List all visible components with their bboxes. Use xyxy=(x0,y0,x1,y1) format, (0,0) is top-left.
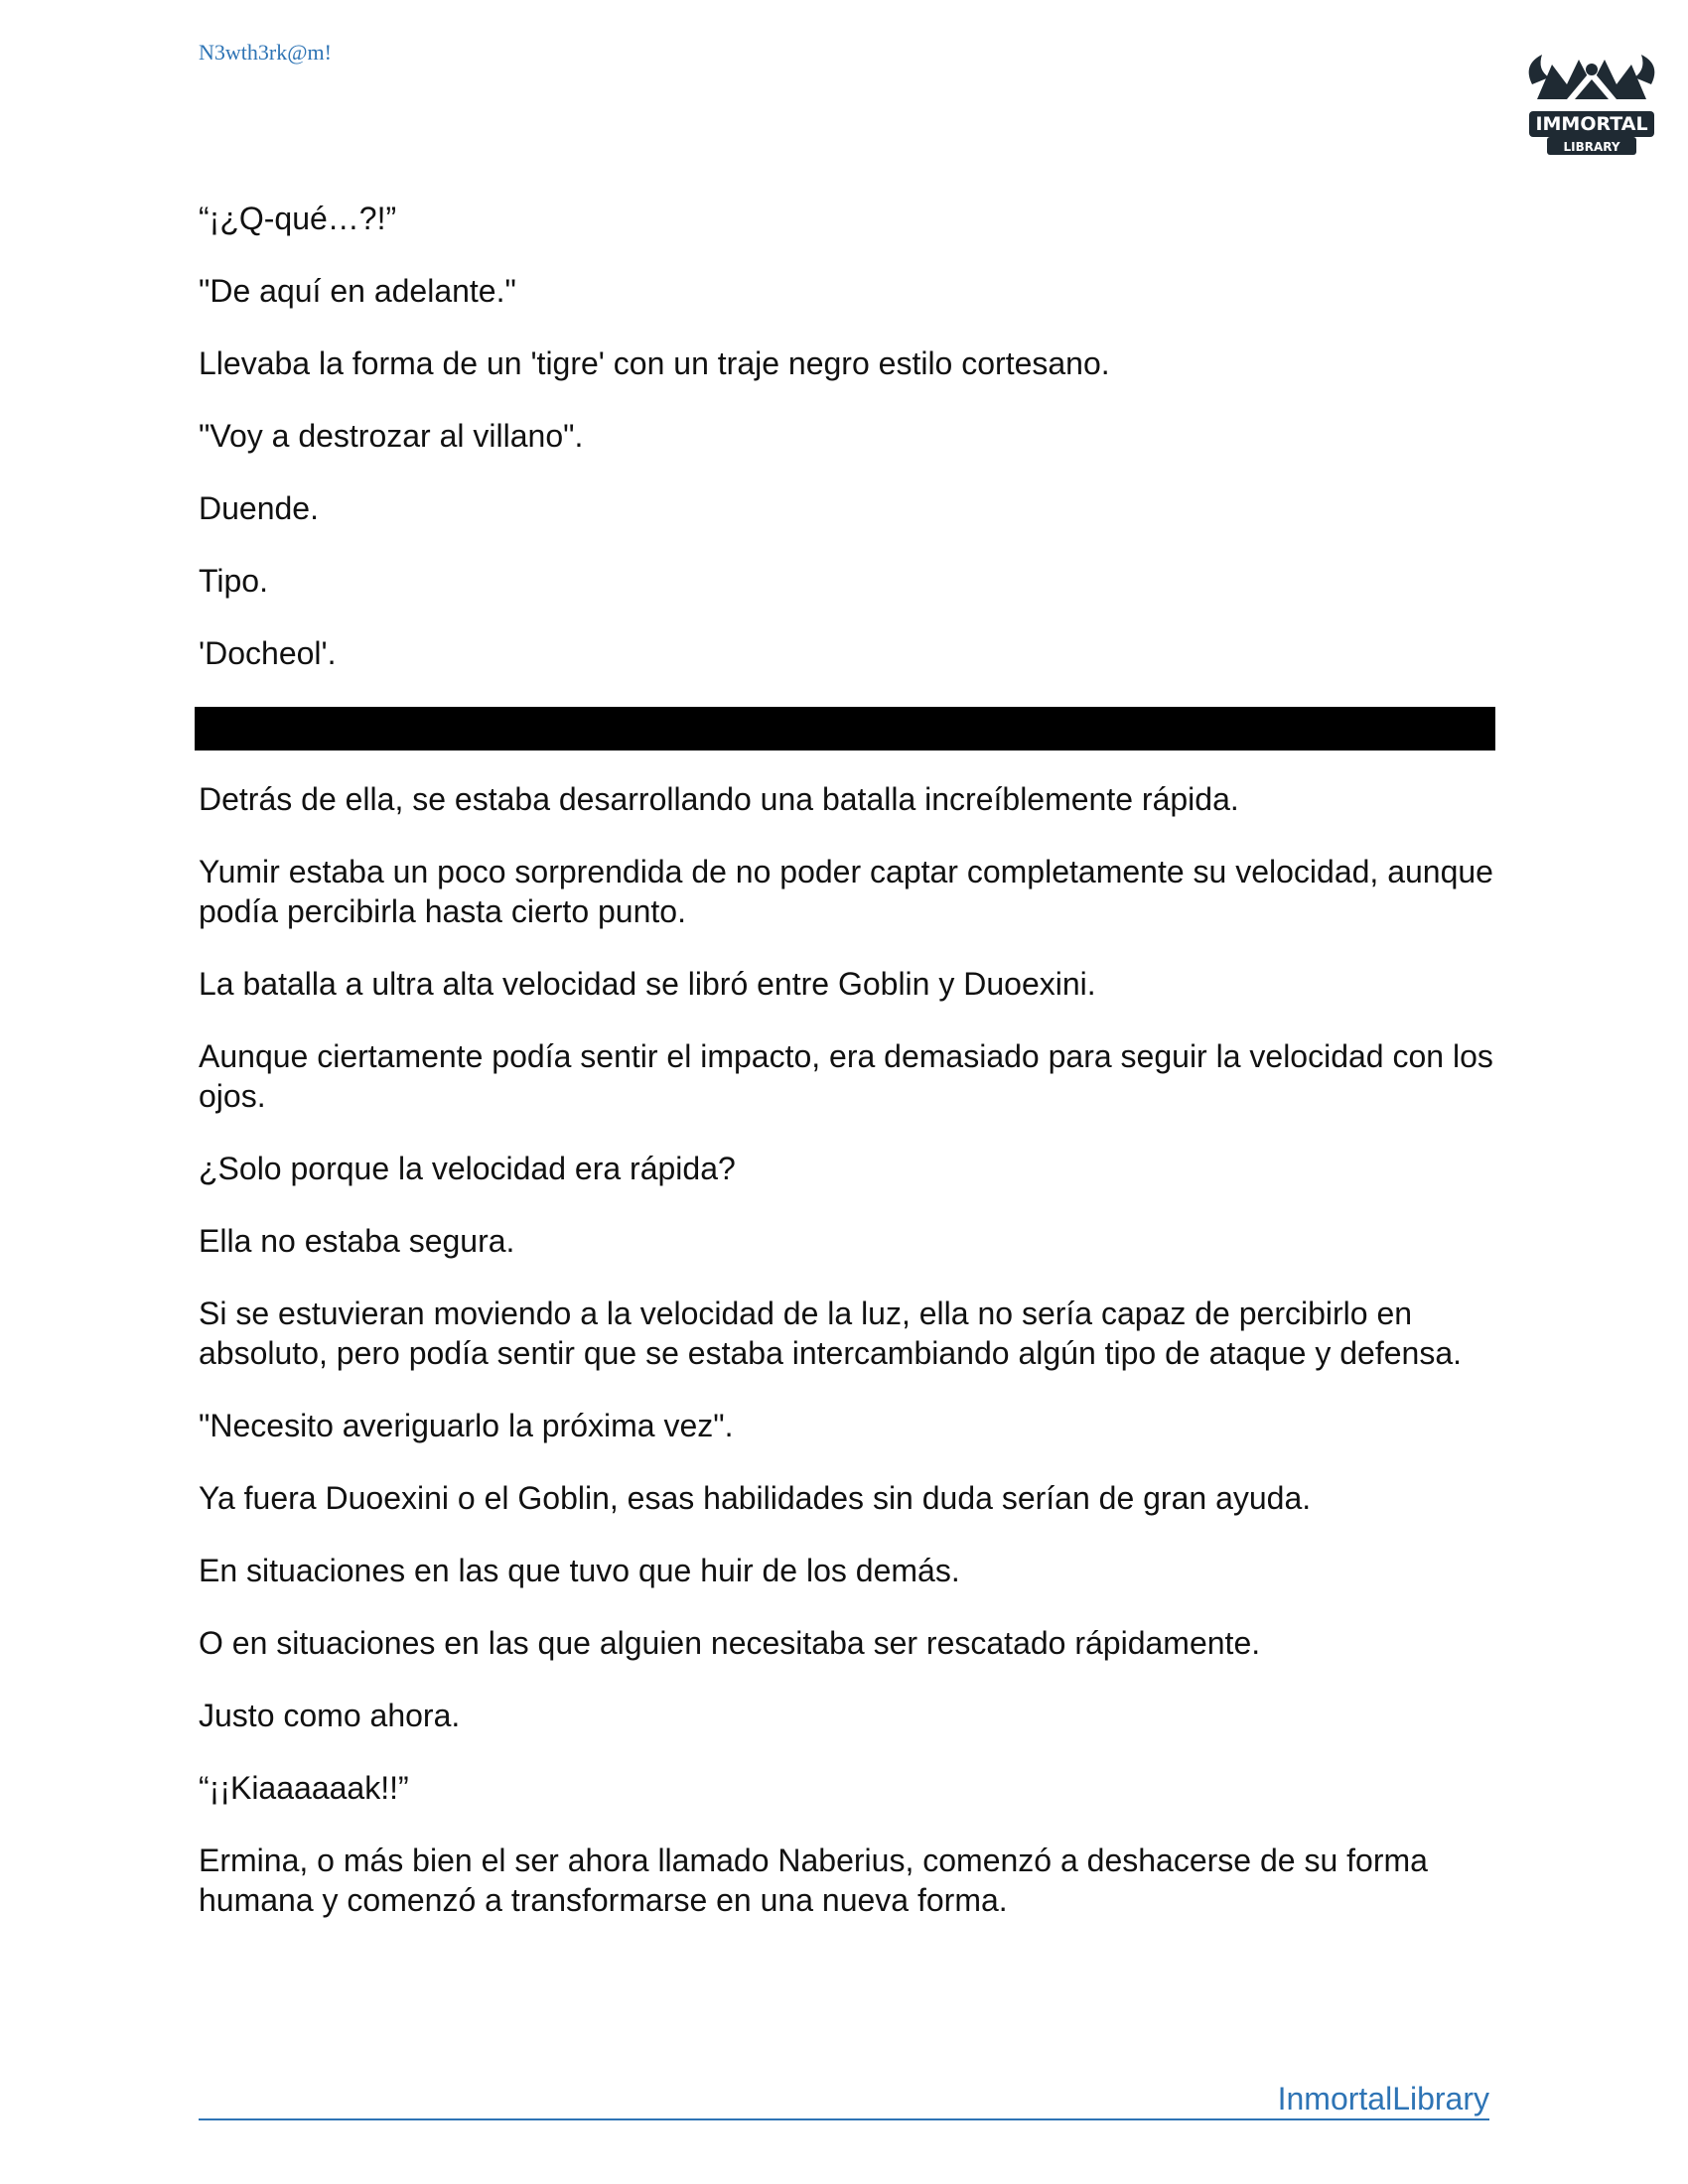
paragraph: Ella no estaba segura. xyxy=(199,1223,515,1259)
paragraph: “¡¡Kiaaaaaak!!” xyxy=(199,1770,409,1806)
paragraph: Justo como ahora. xyxy=(199,1698,461,1733)
paragraph: "Necesito averiguarlo la próxima vez". xyxy=(199,1408,734,1443)
paragraph: O en situaciones en las que alguien necesitaba ser rescatado rápidamente. xyxy=(199,1625,1261,1661)
paragraph: En situaciones en las que tuvo que huir de los demás. xyxy=(199,1553,960,1588)
paragraph: Detrás de ella, se estaba desarrollando una batalla increíblemente rápida. xyxy=(199,781,1239,817)
paragraph: 'Docheol'. xyxy=(199,635,337,671)
paragraph: Duende. xyxy=(199,490,319,526)
paragraph: "De aquí en adelante." xyxy=(199,273,516,309)
paragraph: Ermina, o más bien el ser ahora llamado Naberius, comenzó a deshacerse de su forma humana y comenzó a transformarse en una nueva forma. xyxy=(199,1843,1428,1918)
immortal-library-logo xyxy=(1517,30,1666,179)
header-watermark: N3wth3rk@m! xyxy=(199,40,332,65)
paragraph: Llevaba la forma de un 'tigre' con un traje negro estilo cortesano. xyxy=(199,345,1110,381)
paragraph: La batalla a ultra alta velocidad se libró entre Goblin y Duoexini. xyxy=(199,966,1096,1002)
paragraph: Ya fuera Duoexini o el Goblin, esas habilidades sin duda serían de gran ayuda. xyxy=(199,1480,1312,1516)
footer-rule xyxy=(199,2118,1489,2120)
paragraph: "Voy a destrozar al villano". xyxy=(199,418,584,454)
paragraph: Tipo. xyxy=(199,563,268,599)
body-text-bottom xyxy=(199,779,1499,1953)
paragraph: Si se estuvieran moviendo a la velocidad de la luz, ella no sería capaz de percibirlo en absoluto, pero podía sentir que se estaba intercambiando algún tipo de ataque y defensa. xyxy=(199,1296,1463,1371)
paragraph: Aunque ciertamente podía sentir el impacto, era demasiado para seguir la velocidad con los ojos. xyxy=(199,1038,1493,1114)
paragraph: “¡¿Q-qué…?!” xyxy=(199,201,397,236)
logo-text-line1: IMMORTAL xyxy=(1535,113,1648,135)
paragraph: ¿Solo porque la velocidad era rápida? xyxy=(199,1151,736,1186)
footer-link[interactable]: InmortalLibrary xyxy=(1277,2081,1489,2116)
body-text-top xyxy=(199,199,1499,706)
paragraph: Yumir estaba un poco sorprendida de no poder captar completamente su velocidad, aunque podía percibirla hasta cierto punto. xyxy=(199,854,1493,929)
logo-text-line2: LIBRARY xyxy=(1563,140,1620,154)
section-divider-bar xyxy=(195,707,1495,751)
